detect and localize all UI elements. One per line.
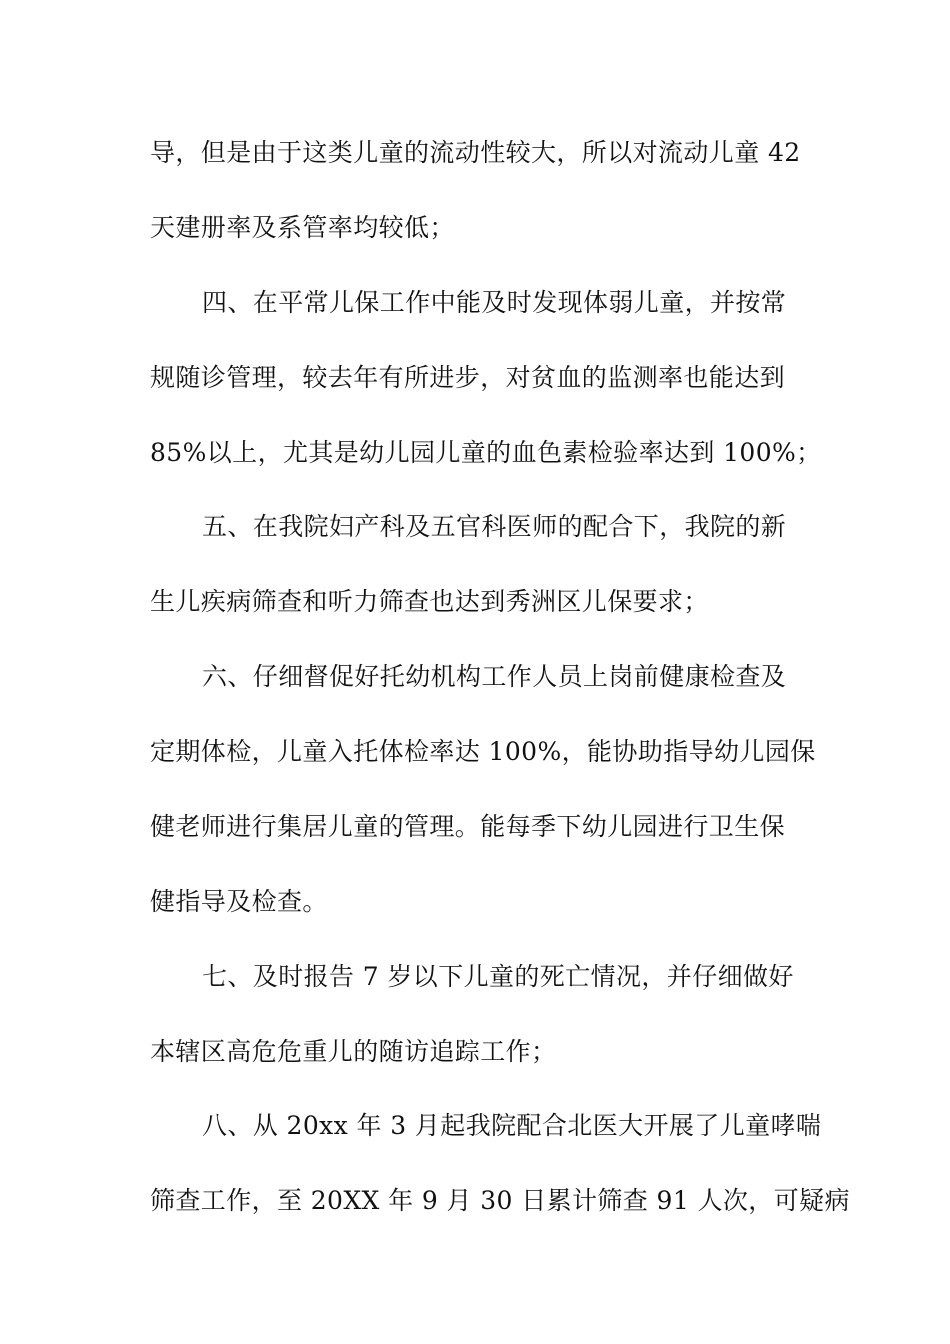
text-line: 健指导及检查。 (150, 887, 328, 916)
text-line: 生儿疾病筛查和听力筛查也达到秀洲区儿保要求； (150, 587, 709, 616)
text-line: 85%以上，尤其是幼儿园儿童的血色素检验率达到 100%； (150, 438, 822, 467)
paragraph-start-line: 五、在我院妇产科及五官科医师的配合下，我院的新 (202, 512, 787, 541)
text-line: 天建册率及系管率均较低； (150, 213, 455, 242)
text-line: 健老师进行集居儿童的管理。能每季下幼儿园进行卫生保 (150, 812, 786, 841)
text-line: 筛查工作，至 20XX 年 9 月 30 日累计筛查 91 人次，可疑病 (150, 1186, 850, 1215)
text-line: 定期体检，儿童入托体检率达 100%，能协助指导幼儿园保 (150, 737, 816, 766)
paragraph-start-line: 八、从 20xx 年 3 月起我院配合北医大开展了儿童哮喘 (202, 1111, 822, 1140)
paragraph-start-line: 四、在平常儿保工作中能及时发现体弱儿童，并按常 (202, 288, 787, 317)
text-line: 导，但是由于这类儿童的流动性较大，所以对流动儿童 42 (150, 138, 801, 167)
text-line: 本辖区高危危重儿的随访追踪工作； (150, 1037, 557, 1066)
paragraph-start-line: 七、及时报告 7 岁以下儿童的死亡情况，并仔细做好 (202, 962, 794, 991)
paragraph-start-line: 六、仔细督促好托幼机构工作人员上岗前健康检查及 (202, 662, 787, 691)
text-line: 规随诊管理，较去年有所进步，对贫血的监测率也能达到 (150, 363, 786, 392)
